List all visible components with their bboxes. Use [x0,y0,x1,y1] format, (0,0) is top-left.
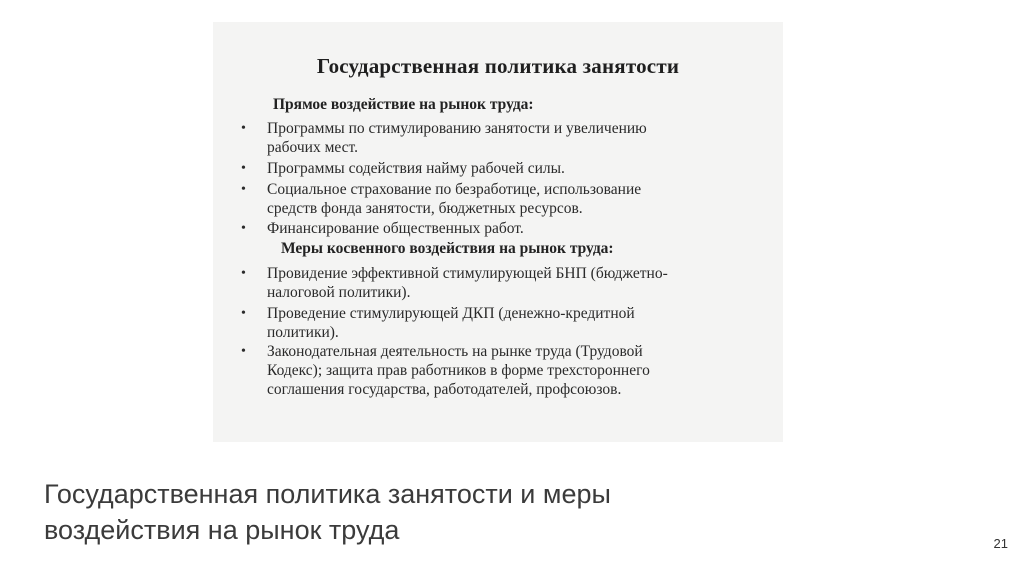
bullet-icon: • [241,121,246,136]
list-item-text: Социальное страхование по безработице, использование средств фонда занятости, бюджетных ресурсов. [267,181,642,217]
scanned-page-image [213,22,783,442]
list-item [241,119,761,157]
list-item [241,304,761,342]
list-item [241,342,761,399]
list-item [241,180,761,218]
bullet-icon: • [241,344,246,359]
list-item [241,159,761,178]
list-item [241,264,761,302]
slide-caption: Государственная политика занятости и меры воздействия на рынок труда [44,479,611,545]
direct-heading: Прямое воздействие на рынок труда: [273,96,534,113]
list-item [241,219,761,238]
bullet-icon: • [241,266,246,281]
bullet-icon: • [241,306,246,321]
bullet-icon: • [241,182,246,197]
list-item-text: Финансирование общественных работ. [267,220,524,237]
list-item-text: Законодательная деятельность на рынке труда (Трудовой Кодекс); защита прав работников в форме трехстороннего соглашения государства, работодателей, профсоюзов. [267,343,650,398]
list-item-text: Программы содействия найму рабочей силы. [267,160,565,177]
list-item-text: Провидение эффективной стимулирующей БНП (бюджетно- налоговой политики). [267,265,668,301]
scan-title: Государственная политика занятости [316,54,680,78]
page-number: 21 [993,536,1008,551]
bullet-icon: • [241,221,246,236]
list-item-text: Программы по стимулированию занятости и увеличению рабочих мест. [267,120,647,156]
list-item-text: Проведение стимулирующей ДКП (денежно-кредитной политики). [267,305,635,341]
bullet-icon: • [241,161,246,176]
indirect-heading: Меры косвенного воздействия на рынок труда: [281,240,614,257]
